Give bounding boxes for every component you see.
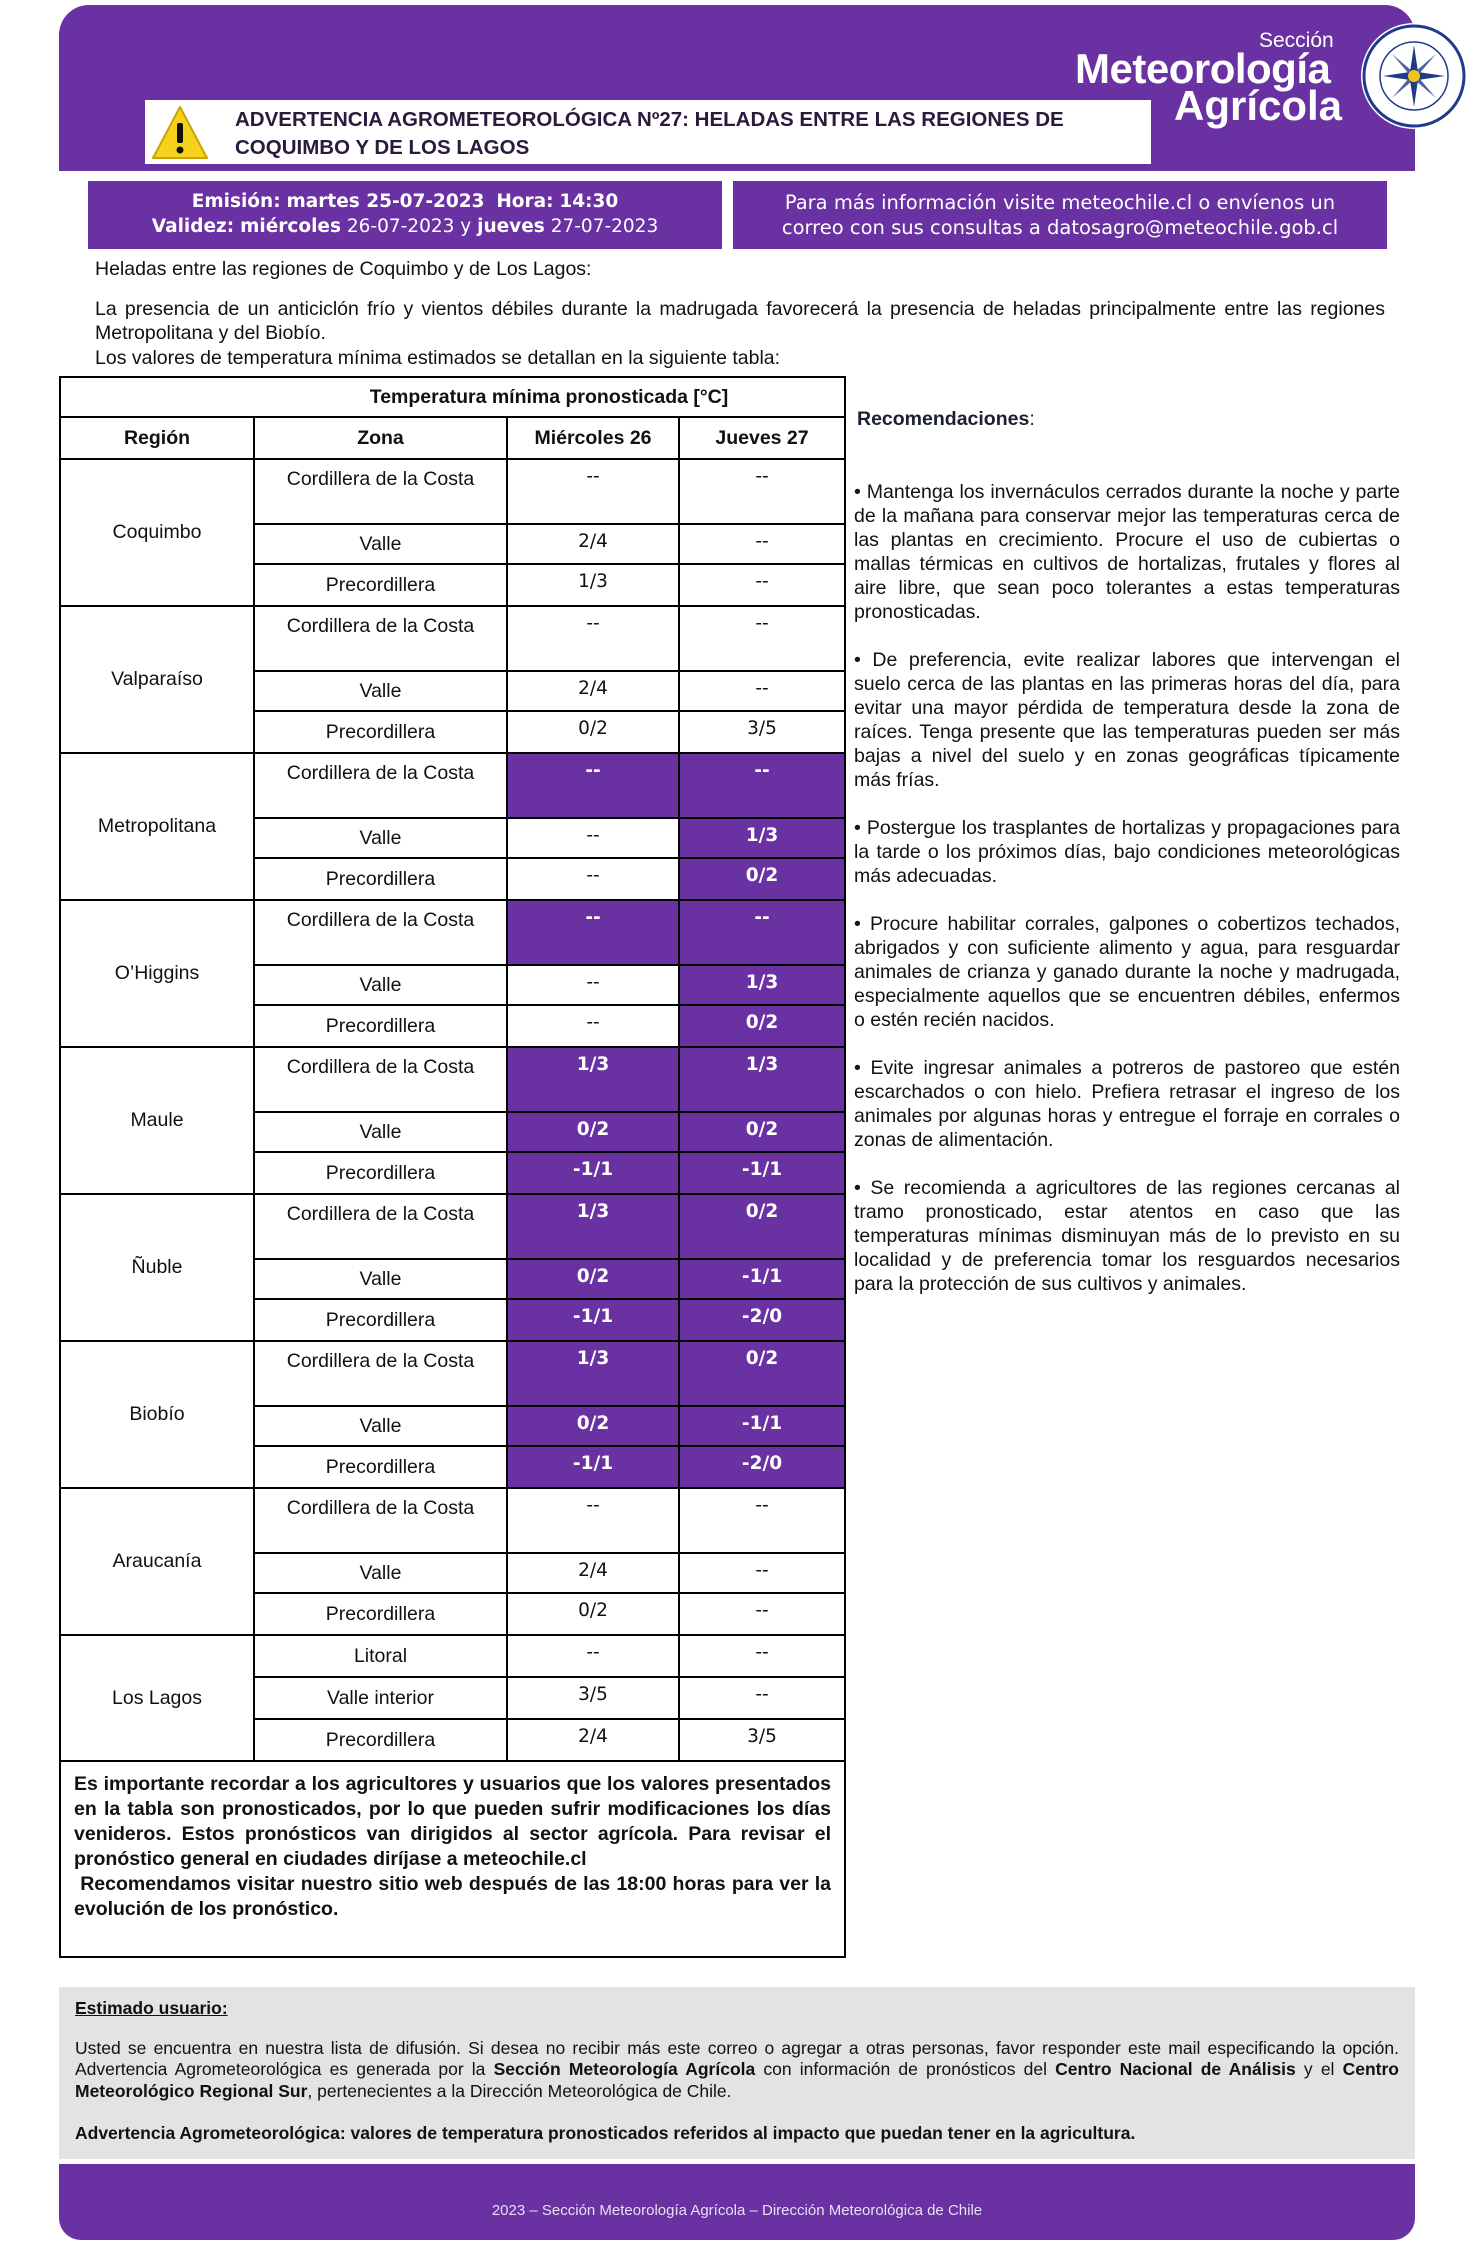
emission-label: Emisión: — [191, 191, 281, 212]
zone-cell: Precordillera — [254, 858, 507, 900]
footnote-box — [59, 1987, 1415, 2159]
zone-cell: Valle — [254, 818, 507, 858]
table-row — [60, 1488, 845, 1553]
day1-value-cell: -1/1 — [507, 1446, 679, 1488]
recommendation-item: • Evite ingresar animales a potreros de pastoreo que estén escarchados o con hielo. Prefiera retrasar el ingreso de los animales por algunas horas y entregue el forraje en corrales o zonas de alimentación. — [854, 1057, 1400, 1151]
header-region: Región — [60, 417, 254, 459]
day1-value-cell: 0/2 — [507, 711, 679, 753]
footnote-text-g: , pertenecientes a la Dirección Meteorológica de Chile. — [307, 2080, 732, 2101]
table-row — [60, 459, 845, 524]
day1-value-cell: -- — [507, 459, 679, 524]
table-note-text: Es importante recordar a los agricultores y usuarios que los valores presentados en la tabla son pronosticados, por lo que pueden sufrir modificaciones los días venideros. Estos pronósticos van dirigidos al sector agrícola. Para revisar el pronóstico general en ciudades diríjase a meteochile.cl — [74, 1773, 831, 1870]
day1-value-cell: -- — [507, 965, 679, 1005]
recommendations-title-text: Recomendaciones — [857, 408, 1030, 430]
recommendation-item: • Postergue los trasplantes de hortalizas y propagaciones para la tarde o los próximos días, bajo condiciones meteorológicas más adecuadas. — [854, 817, 1400, 887]
zone-cell: Precordillera — [254, 1719, 507, 1761]
recommendation-item: • De preferencia, evite realizar labores que intervengan el suelo cerca de las plantas en las primeras horas del día, para evitar una mayor pérdida de temperatura desde la zona de raíces. Tenga presente que las temperaturas pueden ser más bajas a nivel del suelo y en zonas geográficas típicamente más frías. — [854, 649, 1400, 791]
day2-value-cell: -2/0 — [679, 1446, 845, 1488]
zone-cell: Valle — [254, 671, 507, 711]
day2-value-cell: -- — [679, 900, 845, 965]
zone-cell: Litoral — [254, 1635, 507, 1677]
zone-cell: Valle — [254, 1553, 507, 1593]
day1-value-cell: 1/3 — [507, 1341, 679, 1406]
day1-value-cell: -- — [507, 753, 679, 818]
day2-value-cell: -2/0 — [679, 1299, 845, 1341]
footnote-bold-cna: Centro Nacional de Análisis — [1055, 2059, 1296, 2079]
emission-line — [88, 189, 722, 214]
brand-agricola: Agrícola — [1174, 82, 1343, 129]
day2-value-cell: 0/2 — [679, 1005, 845, 1047]
region-cell: Los Lagos — [60, 1635, 254, 1761]
recommendation-item: • Mantenga los invernáculos cerrados durante la noche y parte de la mañana para conservar mejor las temperaturas cerca de las plantas en crecimiento. Procure el uso de cubiertas o mallas térmicas en cultivos de hortalizas, frutales y flores al aire libre, que sean poco tolerantes a estas temperaturas pronosticadas. — [854, 481, 1400, 623]
region-cell: Maule — [60, 1047, 254, 1194]
day2-value-cell: -- — [679, 564, 845, 606]
table-row — [60, 606, 845, 671]
day1-value-cell: 3/5 — [507, 1677, 679, 1719]
zone-cell: Precordillera — [254, 1152, 507, 1194]
recommendations-title: Recomendaciones: — [857, 408, 1035, 430]
day1-value-cell: -- — [507, 818, 679, 858]
table-row — [60, 1341, 845, 1406]
day1-value-cell: -1/1 — [507, 1299, 679, 1341]
region-cell: Biobío — [60, 1341, 254, 1488]
table-row — [60, 900, 845, 965]
footnote-paragraph — [75, 2038, 1399, 2103]
day2-value-cell: 0/2 — [679, 858, 845, 900]
validity-line — [88, 214, 722, 239]
zone-cell: Valle interior — [254, 1677, 507, 1719]
zone-cell: Cordillera de la Costa — [254, 753, 507, 818]
emission-box — [88, 181, 722, 249]
table-row — [60, 753, 845, 818]
validity-label: Validez: — [151, 216, 235, 237]
zone-cell: Precordillera — [254, 1299, 507, 1341]
day1-value-cell: 1/3 — [507, 1047, 679, 1112]
zone-cell: Precordillera — [254, 564, 507, 606]
warning-title: ADVERTENCIA AGROMETEOROLÓGICA Nº27: HELADAS ENTRE LAS REGIONES DE COQUIMBO Y DE LOS LAGOS — [235, 108, 1064, 159]
footnote-bold-cmrs: Centro Meteorológico Regional Sur — [75, 2059, 1399, 2101]
zone-cell: Cordillera de la Costa — [254, 606, 507, 671]
day2-value-cell: 0/2 — [679, 1194, 845, 1259]
day1-value-cell: -- — [507, 858, 679, 900]
contact-line-2: correo con sus consultas a datosagro@meteochile.gob.cl — [781, 216, 1339, 239]
zone-cell: Valle — [254, 1259, 507, 1299]
validity-day1-name: miércoles — [240, 216, 341, 237]
intro-paragraph: La presencia de un anticiclón frío y vientos débiles durante la madrugada favorecerá la presencia de heladas principalmente entre las regiones Metropolitana y del Biobío. — [95, 298, 1385, 344]
zone-cell: Valle — [254, 1406, 507, 1446]
day1-value-cell: 0/2 — [507, 1112, 679, 1152]
day1-value-cell: -- — [507, 1488, 679, 1553]
recommendation-item: • Procure habilitar corrales, galpones o cobertizos techados, abrigados y con suficiente alimento y agua, para resguardar animales de crianza y ganado durante la noche y madrugada, especialmente aquellos que se encuentren débiles, enfermos o estén recién nacidos. — [854, 913, 1400, 1031]
day1-value-cell: 2/4 — [507, 524, 679, 564]
day1-value-cell: 2/4 — [507, 1719, 679, 1761]
brand-seccion: Sección — [1259, 29, 1334, 52]
day1-value-cell: 0/2 — [507, 1406, 679, 1446]
footer-banner — [59, 2164, 1415, 2240]
validity-day2-name: jueves — [477, 216, 545, 237]
contact-line-1: Para más información visite meteochile.cl o envíenos un — [784, 191, 1336, 214]
day2-value-cell: -- — [679, 1593, 845, 1635]
zone-cell: Cordillera de la Costa — [254, 1341, 507, 1406]
day2-value-cell: 1/3 — [679, 1047, 845, 1112]
day1-value-cell: -- — [507, 1005, 679, 1047]
day2-value-cell: -1/1 — [679, 1406, 845, 1446]
zone-cell: Precordillera — [254, 1005, 507, 1047]
footnote-text-c: con información de pronósticos del — [755, 2059, 1056, 2079]
warning-box — [143, 98, 1153, 166]
table-row — [60, 1194, 845, 1259]
day2-value-cell: 3/5 — [679, 711, 845, 753]
zone-cell: Cordillera de la Costa — [254, 1194, 507, 1259]
zone-cell: Valle — [254, 524, 507, 564]
validity-day2-date: 27-07-2023 — [550, 216, 659, 237]
region-cell: Ñuble — [60, 1194, 254, 1341]
region-cell: Valparaíso — [60, 606, 254, 753]
caption-spacer — [60, 377, 254, 417]
validity-day1-date: 26-07-2023 — [346, 216, 455, 237]
table-intro: Los valores de temperatura mínima estimados se detallan en la siguiente tabla: — [95, 347, 781, 369]
table-row — [60, 1635, 845, 1677]
day2-value-cell: -- — [679, 1677, 845, 1719]
footnote-text-e: y el — [1295, 2059, 1343, 2079]
recommendations-list — [854, 480, 1400, 1320]
day2-value-cell: -- — [679, 606, 845, 671]
day1-value-cell: 1/3 — [507, 1194, 679, 1259]
zone-cell: Cordillera de la Costa — [254, 1047, 507, 1112]
footnote-disclaimer: Advertencia Agrometeorológica: valores de temperatura pronosticados referidos al impacto que puedan tener en la agricultura. — [75, 2123, 1136, 2143]
contact-box — [733, 181, 1387, 249]
recommendation-item: • Se recomienda a agricultores de las regiones cercanas al tramo pronosticado, estar atentos en caso que las temperaturas mínimas disminuyan más de lo previsto en su localidad y de preferencia tomar los resguardos necesarios para la protección de sus cultivos y animales. — [854, 1177, 1400, 1295]
footer-text: 2023 – Sección Meteorología Agrícola – Dirección Meteorológica de Chile — [491, 2202, 983, 2219]
table-caption: Temperatura mínima pronosticada [°C] — [254, 377, 845, 417]
day2-value-cell: -- — [679, 671, 845, 711]
day1-value-cell: 2/4 — [507, 1553, 679, 1593]
header-day1: Miércoles 26 — [507, 417, 679, 459]
zone-cell: Cordillera de la Costa — [254, 900, 507, 965]
validity-connector: y — [460, 216, 472, 237]
meteochile-seal-icon — [1359, 21, 1469, 131]
emission-date: martes 25-07-2023 — [286, 191, 485, 212]
footnote-bold-section: Sección Meteorología Agrícola — [493, 2059, 756, 2079]
day2-value-cell: -- — [679, 1553, 845, 1593]
zone-cell: Precordillera — [254, 711, 507, 753]
zone-cell: Precordillera — [254, 1446, 507, 1488]
day1-value-cell: -1/1 — [507, 1152, 679, 1194]
footnote-greeting: Estimado usuario: — [75, 1998, 228, 2018]
day1-value-cell: 0/2 — [507, 1259, 679, 1299]
zone-cell: Valle — [254, 965, 507, 1005]
day2-value-cell: 0/2 — [679, 1341, 845, 1406]
warning-icon — [150, 104, 210, 162]
brand-meteorologia: Meteorología — [1075, 45, 1331, 92]
day2-value-cell: 1/3 — [679, 965, 845, 1005]
region-cell: Metropolitana — [60, 753, 254, 900]
day2-value-cell: -- — [679, 459, 845, 524]
day2-value-cell: 1/3 — [679, 818, 845, 858]
day2-value-cell: -- — [679, 1635, 845, 1677]
section-subtitle: Heladas entre las regiones de Coquimbo y de Los Lagos: — [95, 258, 592, 280]
day1-value-cell: -- — [507, 606, 679, 671]
footnote-text-a: Usted se encuentra en nuestra lista de difusión. Si desea no recibir más este correo o agregar a otras personas, favor responder este mail especificando la opción. Advertencia Agrometeorológica es generada por la — [75, 2037, 1399, 2079]
day2-value-cell: 0/2 — [679, 1112, 845, 1152]
day1-value-cell: 2/4 — [507, 671, 679, 711]
region-cell: Araucanía — [60, 1488, 254, 1635]
table-note-text-2: Recomendamos visitar nuestro sitio web después de las 18:00 horas para ver la evolución de los pronóstico. — [74, 1873, 837, 1920]
day2-value-cell: -1/1 — [679, 1152, 845, 1194]
temperature-table — [59, 376, 846, 1958]
table-note — [60, 1761, 845, 1957]
hour-value: 14:30 — [559, 191, 619, 212]
hour-label: Hora: — [496, 191, 554, 212]
day2-value-cell: -- — [679, 524, 845, 564]
day1-value-cell: 0/2 — [507, 1593, 679, 1635]
table-row — [60, 1047, 845, 1112]
header-zone: Zona — [254, 417, 507, 459]
header-day2: Jueves 27 — [679, 417, 845, 459]
day1-value-cell: -- — [507, 900, 679, 965]
day2-value-cell: 3/5 — [679, 1719, 845, 1761]
zone-cell: Precordillera — [254, 1593, 507, 1635]
day2-value-cell: -- — [679, 1488, 845, 1553]
zone-cell: Cordillera de la Costa — [254, 459, 507, 524]
day1-value-cell: -- — [507, 1635, 679, 1677]
region-cell: O’Higgins — [60, 900, 254, 1047]
zone-cell: Cordillera de la Costa — [254, 1488, 507, 1553]
day1-value-cell: 1/3 — [507, 564, 679, 606]
header-banner — [59, 5, 1415, 171]
day2-value-cell: -- — [679, 753, 845, 818]
zone-cell: Valle — [254, 1112, 507, 1152]
region-cell: Coquimbo — [60, 459, 254, 606]
day2-value-cell: -1/1 — [679, 1259, 845, 1299]
